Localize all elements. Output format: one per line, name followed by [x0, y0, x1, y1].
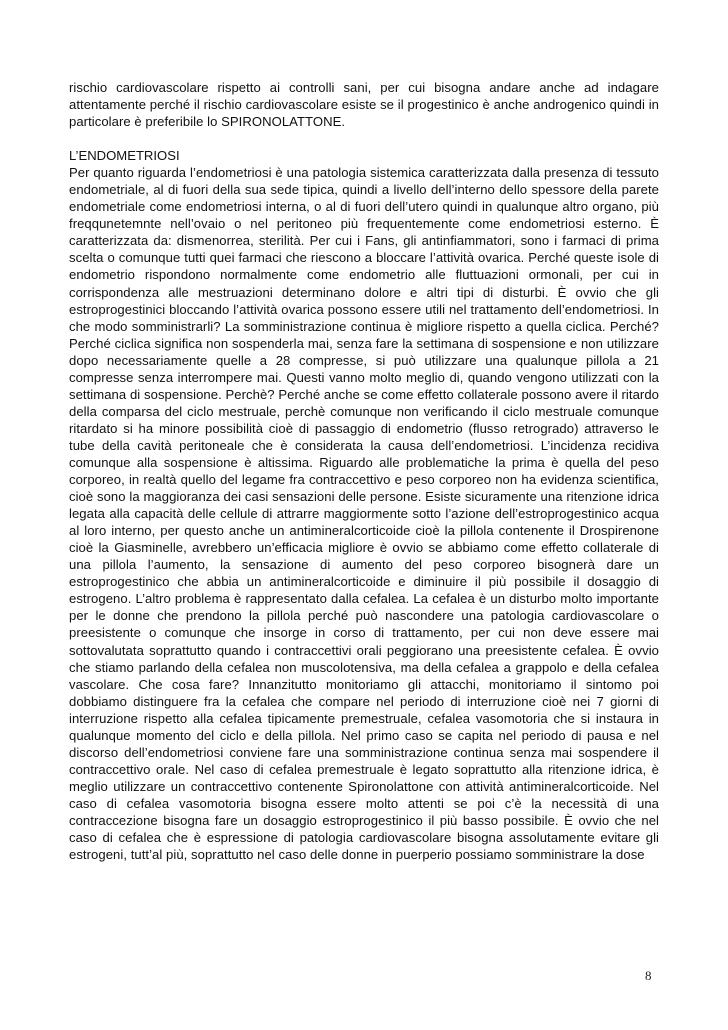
document-body — [69, 79, 659, 863]
paragraph-intro: rischio cardiovascolare rispetto ai controlli sani, per cui bisogna andare anche ad indagare attentamente perché il rischio cardiovascolare esiste se il progestinico è anche androgenico quindi in particolare è preferibile lo SPIRONOLATTONE. — [69, 80, 659, 130]
paragraph-spacer — [69, 130, 659, 147]
page-number: 8 — [645, 968, 652, 983]
section-heading: L’ENDOMETRIOSI — [69, 148, 180, 164]
paragraph-endometriosis: Per quanto riguarda l’endometriosi è una patologia sistemica caratterizzata dalla presenza di tessuto endometriale, al di fuori della sua sede tipica, quindi a livello dell’interno dello spessore della parete endometriale come endometriosi interna, o al di fuori dell’utero quindi in qualunque altro organo, più freqqunetemnte nell’ovaio o nel peritoneo più frequentemente come endometriosi esterno. È caratterizzata da: dismenorrea, sterilità. Per cui i Fans, gli antinfiammatori, sono i farmaci di prima scelta o comunque tutti quei farmaci che riescono a bloccare l’attività ovarica. Perché queste isole di endometrio rispondono normalmente come endometrio alle fluttuazioni ormonali, per cui in corrispondenza alle mestruazioni determinano dolore e altri tipi di disturbi. È ovvio che gli estroprogestinici bloccando l’attività ovarica possono essere utili nel trattamento dell’endometriosi. In che modo somministrarli? La somministrazione continua è migliore rispetto a quella ciclica. Perché? Perché ciclica significa non sospenderla mai, senza fare la settimana di sospensione e non utilizzare dopo necessariamente quelle a 28 compresse, si può utilizzare una qualunque pillola a 21 compresse senza interrompere mai. Questi vanno molto meglio di, quando vengono utilizzati con la settimana di sospensione. Perchè? Perché anche se come effetto collaterale possono avere il ritardo della comparsa del ciclo mestruale, perchè comunque non verificando il ciclo mestruale comunque ritardato si ha minore possibilità cioè di passaggio di endometrio (flusso retrogrado) attraverso le tube della cavità peritoneale che è considerata la causa dell’endometriosi. L’incidenza recidiva comunque alla sospensione è altissima. Riguardo alle problematiche la prima è quella del peso corporeo, in realtà quello del legame fra contraccettivo e peso corporeo non ha evidenza scientifica, cioè sono la maggioranza dei casi sensazioni delle persone. Esiste sicuramente una ritenzione idrica legata alla capacità delle cellule di attrarre maggiormente sotto l’azione dell’estroprogestinico acqua al loro interno, per questo anche un antimineralcorticoide cioè la pillola contenente il Drospirenone cioè la Giasminelle, avrebbero un’efficacia migliore è ovvio se abbiamo come effetto collaterale di una pillola l’aumento, la sensazione di aumento del peso corporeo bisognerà dare un estroprogestinico che abbia un antimineralcorticoide e diminuire il più possibile il dosaggio di estrogeno. L’altro problema è rappresentato dalla cefalea. La cefalea è un disturbo molto importante per le donne che prendono la pillola perché può nascondere una patologia cardiovascolare o preesistente o comunque che insorge in corso di trattamento, per cui non deve essere mai sottovalutata soprattutto quando i contraccettivi orali peggiorano una preesistente cefalea. È ovvio che stiamo parlando della cefalea non muscolotensiva, ma della cefalea a grappolo e della cefalea vascolare. Che cosa fare? Innanzitutto monitoriamo gli attacchi, monitoriamo il sintomo poi dobbiamo distinguere fra la cefalea che compare nel periodo di interruzione cioè nei 7 giorni di interruzione rispetto alla cefalea tipicamente premestruale, cefalea vasomotoria che si instaura in qualunque momento del ciclo e della pillola. Nel primo caso se capita nel periodo di pausa e nel discorso dell’endometriosi conviene fare una somministrazione continua senza mai sospendere il contraccettivo orale. Nel caso di cefalea premestruale è legato soprattutto alla ritenzione idrica, è meglio utilizzare un contraccettivo contenente Spironolattone con attività antimineralcorticoide. Nel caso di cefalea vasomotoria bisogna essere molto attenti se poi c’è la necessità di una contraccezione bisogna fare un dosaggio estroprogestinico il più basso possibile. È ovvio che nel caso di cefalea che è espressione di patologia cardiovascolare bisogna assolutamente evitare gli estrogeni, tutt’al più, soprattutto nel caso delle donne in puerperio possiamo somministrare la dose — [69, 165, 659, 863]
